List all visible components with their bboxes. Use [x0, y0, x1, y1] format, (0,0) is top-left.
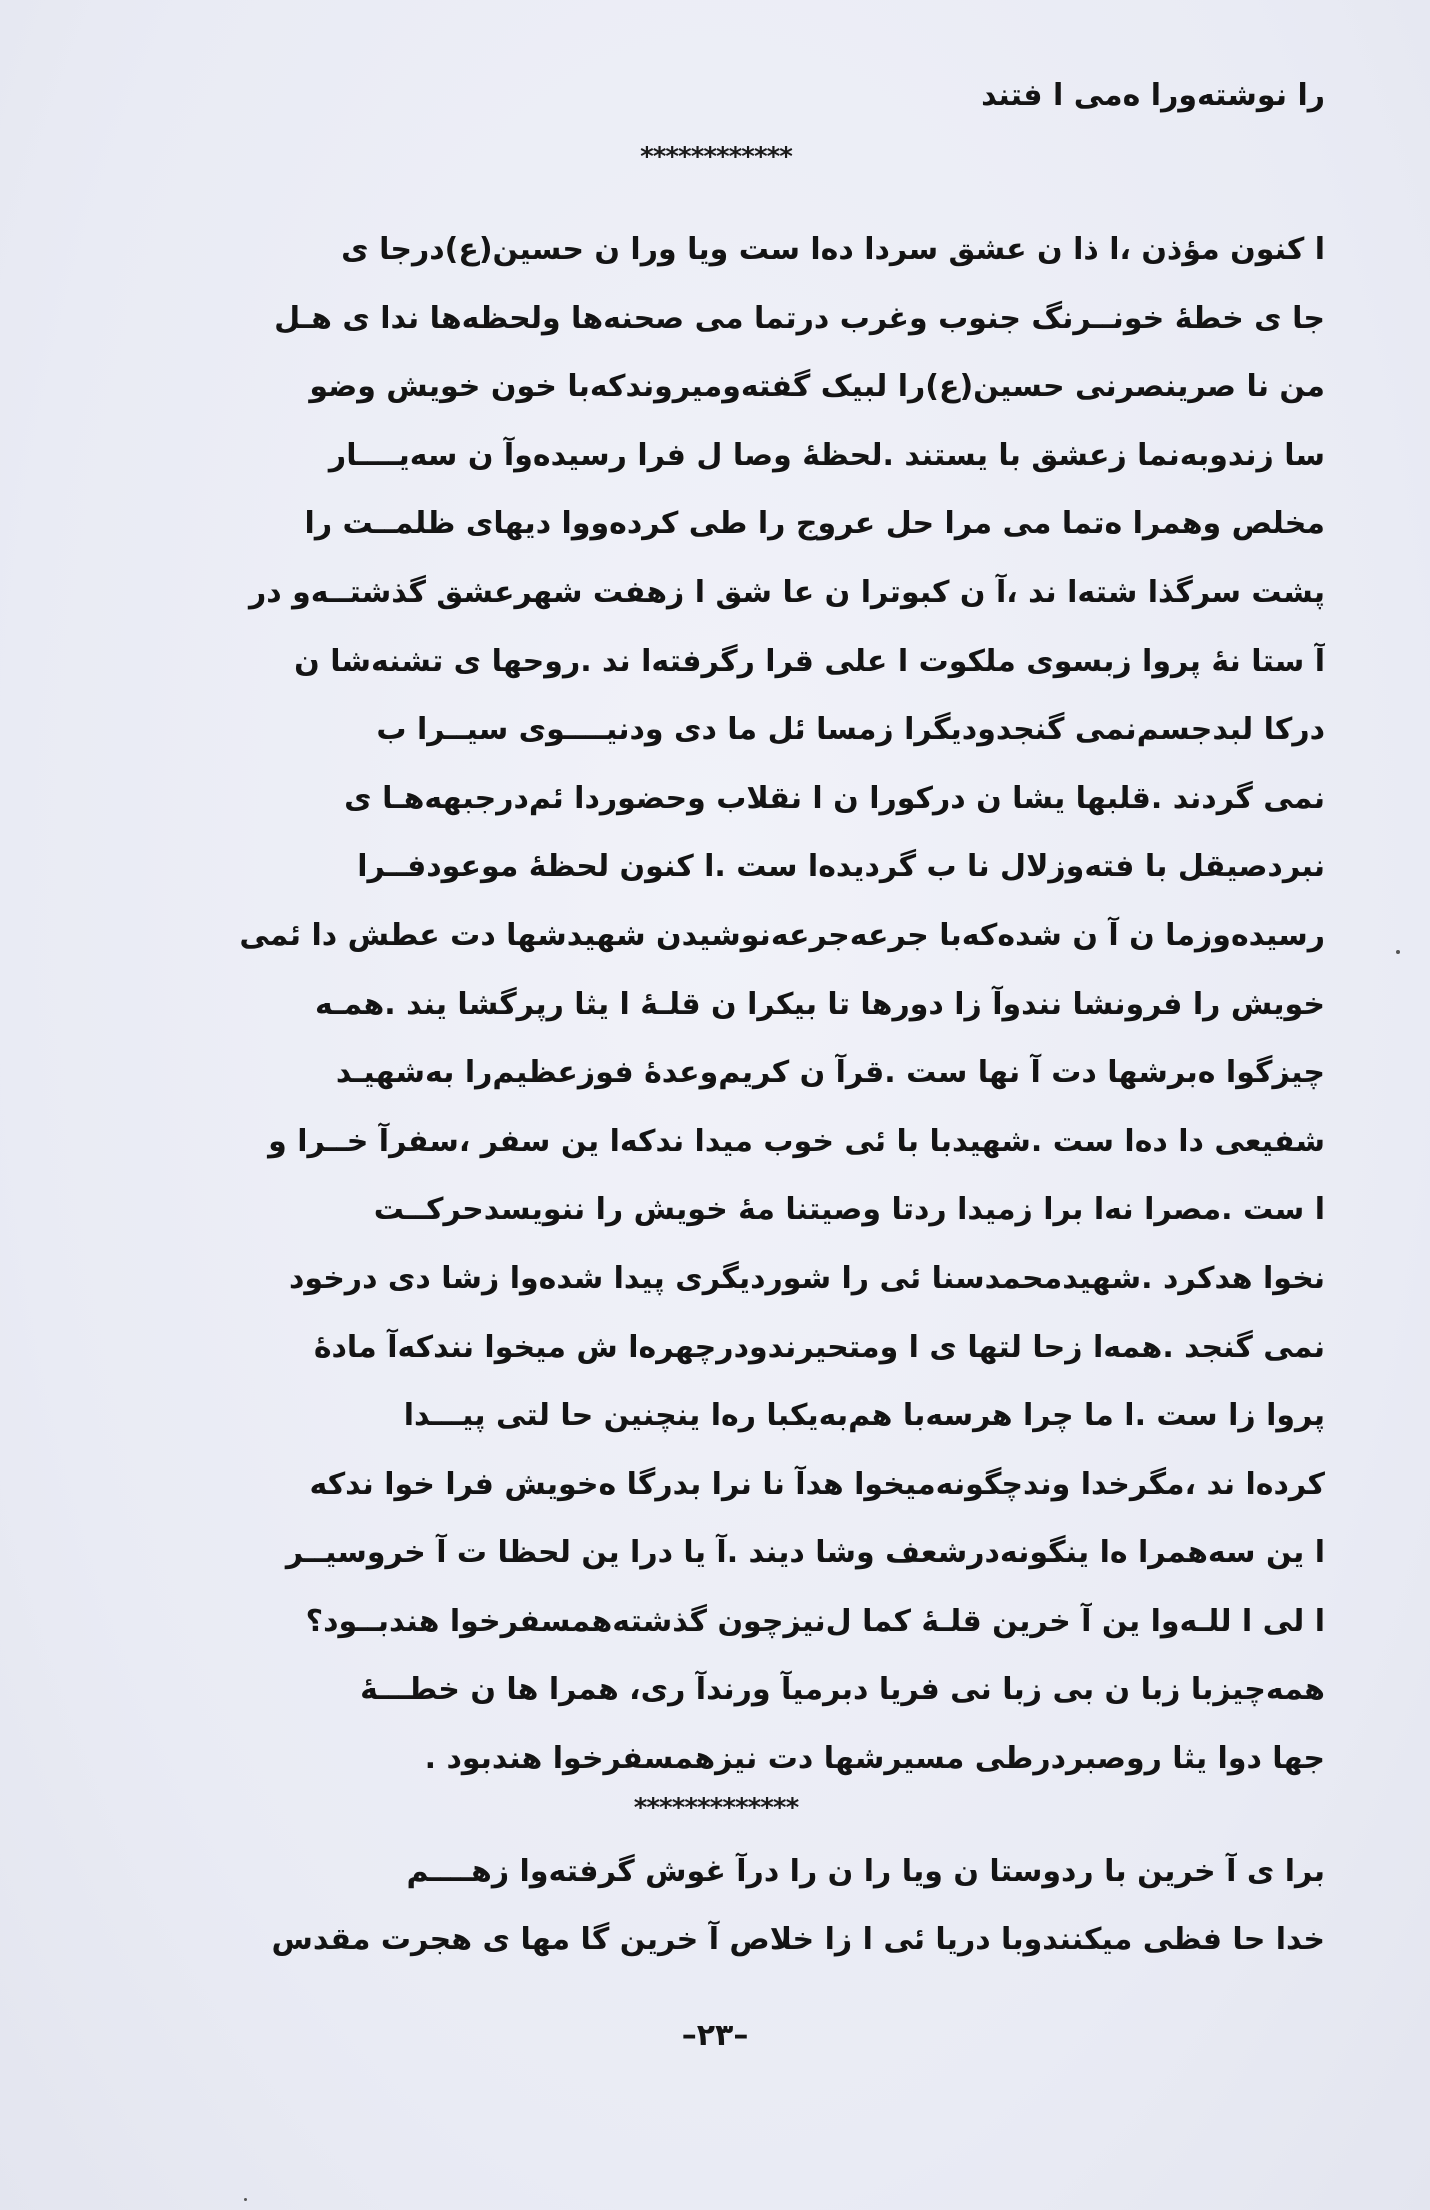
- text-line: خویش را فرونشا نندوآ زا دورها تا بیکرا ن قلـهٔ ا یثا رپرگشا یند .همـه: [314, 986, 1325, 1022]
- text-line: ا ست .مصرا نه‌ا برا زمیدا ردتا وصیتنا مهٔ خویش را ننویسدحرکــت: [373, 1192, 1325, 1228]
- paragraph-1: [66, 216, 1325, 1794]
- text-line: شفیعی دا ده‌ا ست .شهیدبا با ئی خوب میدا ندکه‌ا ین سفر ،سفرآ خــرا و: [268, 1123, 1325, 1159]
- text-line: نمی گردند .قلبها یشا ن درکورا ن ا نقلاب وحضوردا ئم‌درجبهه‌هـا ی: [344, 780, 1325, 816]
- text-line: جا ی خطهٔ خونــرنگ جنوب وغرب درتما می صحنه‌ها ولحظه‌ها ندا ی هـل: [274, 300, 1325, 336]
- text-line: نبردصیقل با فته‌وزلال نا ب گردیده‌ا ست .ا کنون لحظهٔ موعودفــرا: [357, 849, 1325, 885]
- separator-stars: *************: [632, 1793, 798, 1823]
- intro-line: [66, 60, 1325, 132]
- text-line: درکا لبدجسم‌نمی گنجدودیگرا زمسا ئل ما دی ودنیــــوی سیــرا ب: [376, 712, 1325, 748]
- text-line: سا زندوبه‌نما زعشق با یستند .لحظهٔ وصا ل فرا رسیده‌وآ ن سه‌یــــار: [328, 437, 1325, 473]
- text-line: کرده‌ا ند ،مگرخدا وندچگونه‌میخوا هدآ نا نرا بدرگا ه‌خویش فرا خوا ندکه: [309, 1466, 1325, 1502]
- text-line: رسیده‌وزما ن آ ن شده‌که‌با جرعه‌جرعه‌نوشیدن شهیدشها دت عطش دا ئمی: [239, 917, 1325, 953]
- text-line: جها دوا یثا روصبردرطی مسیرشها دت نیزهمسفرخوا هندبود .: [424, 1741, 1325, 1777]
- page-number: –۲۳–: [681, 2018, 749, 2053]
- text-line: خدا حا فظی میکنندوبا دریا ئی ا زا خلاص آ خرین گا مها ی هجرت مقدس: [271, 1922, 1325, 1957]
- separator-stars: ************: [639, 142, 791, 172]
- scan-speck: [1396, 950, 1400, 954]
- text-line: را نوشته‌ورا ه‌می ا فتند: [981, 78, 1325, 113]
- text-line: من نا صرینصرنی حسین(ع)را لبیک گفته‌ومیروندکه‌با خون خویش وضو: [309, 369, 1325, 405]
- text-line: نخوا هدکرد .شهیدمحمدسنا ئی را شوردیگری پیدا شده‌وا زشا دی درخود: [288, 1260, 1325, 1296]
- text-line: همه‌چیزبا زبا ن بی زبا نی فریا دبرمیآ ورندآ ری، همرا ها ن خطـــهٔ: [360, 1672, 1325, 1708]
- text-line: پشت سرگذا شته‌ا ند ،آ ن کبوترا ن عا شق ا زهفت شهرعشق گذشتــه‌و در: [249, 574, 1325, 610]
- paragraph-2: [66, 1838, 1325, 1974]
- text-line: پروا زا ست .ا ما چرا هرسه‌با هم‌به‌یکبا ره‌ا ینچنین حا لتی پیـــدا: [403, 1398, 1325, 1434]
- text-line: نمی گنجد .همه‌ا زحا لتها ی ا ومتحیرندودرچهره‌ا ش میخوا نندکه‌آ ماده‌ٔ: [313, 1329, 1325, 1365]
- text-line: برا ی آ خرین با ردوستا ن ویا را ن را درآ غوش گرفته‌وا زهــــم: [406, 1854, 1325, 1889]
- text-line: ا ین سه‌همرا ه‌ا ینگونه‌درشعف وشا دیند .آ یا درا ین لحظا ت آ خروسیــر: [285, 1535, 1325, 1571]
- text-line: ا کنون مؤذن ،ا ذا ن عشق سردا ده‌ا ست ویا ورا ن حسین(ع)درجا ی: [341, 232, 1325, 267]
- text-line: مخلص وهمرا ه‌تما می مرا حل عروج را طی کرده‌ووا دیهای ظلمــت را: [304, 506, 1325, 542]
- scan-speck: [244, 2198, 247, 2201]
- text-line: ا لی ا للـه‌وا ین آ خرین قلـهٔ کما ل‌نیزچون گذشته‌همسفرخوا هندبــود؟: [305, 1603, 1325, 1639]
- text-line: آ ستا نهٔ پروا زبسوی ملکوت ا علی قرا رگرفته‌ا ند .روحها ی تشنه‌شا ن: [294, 643, 1325, 679]
- text-line: چیزگوا ه‌برشها دت آ نها ست .قرآ ن کریم‌وعدهٔ فوزعظیم‌را به‌شهیـد: [335, 1055, 1325, 1091]
